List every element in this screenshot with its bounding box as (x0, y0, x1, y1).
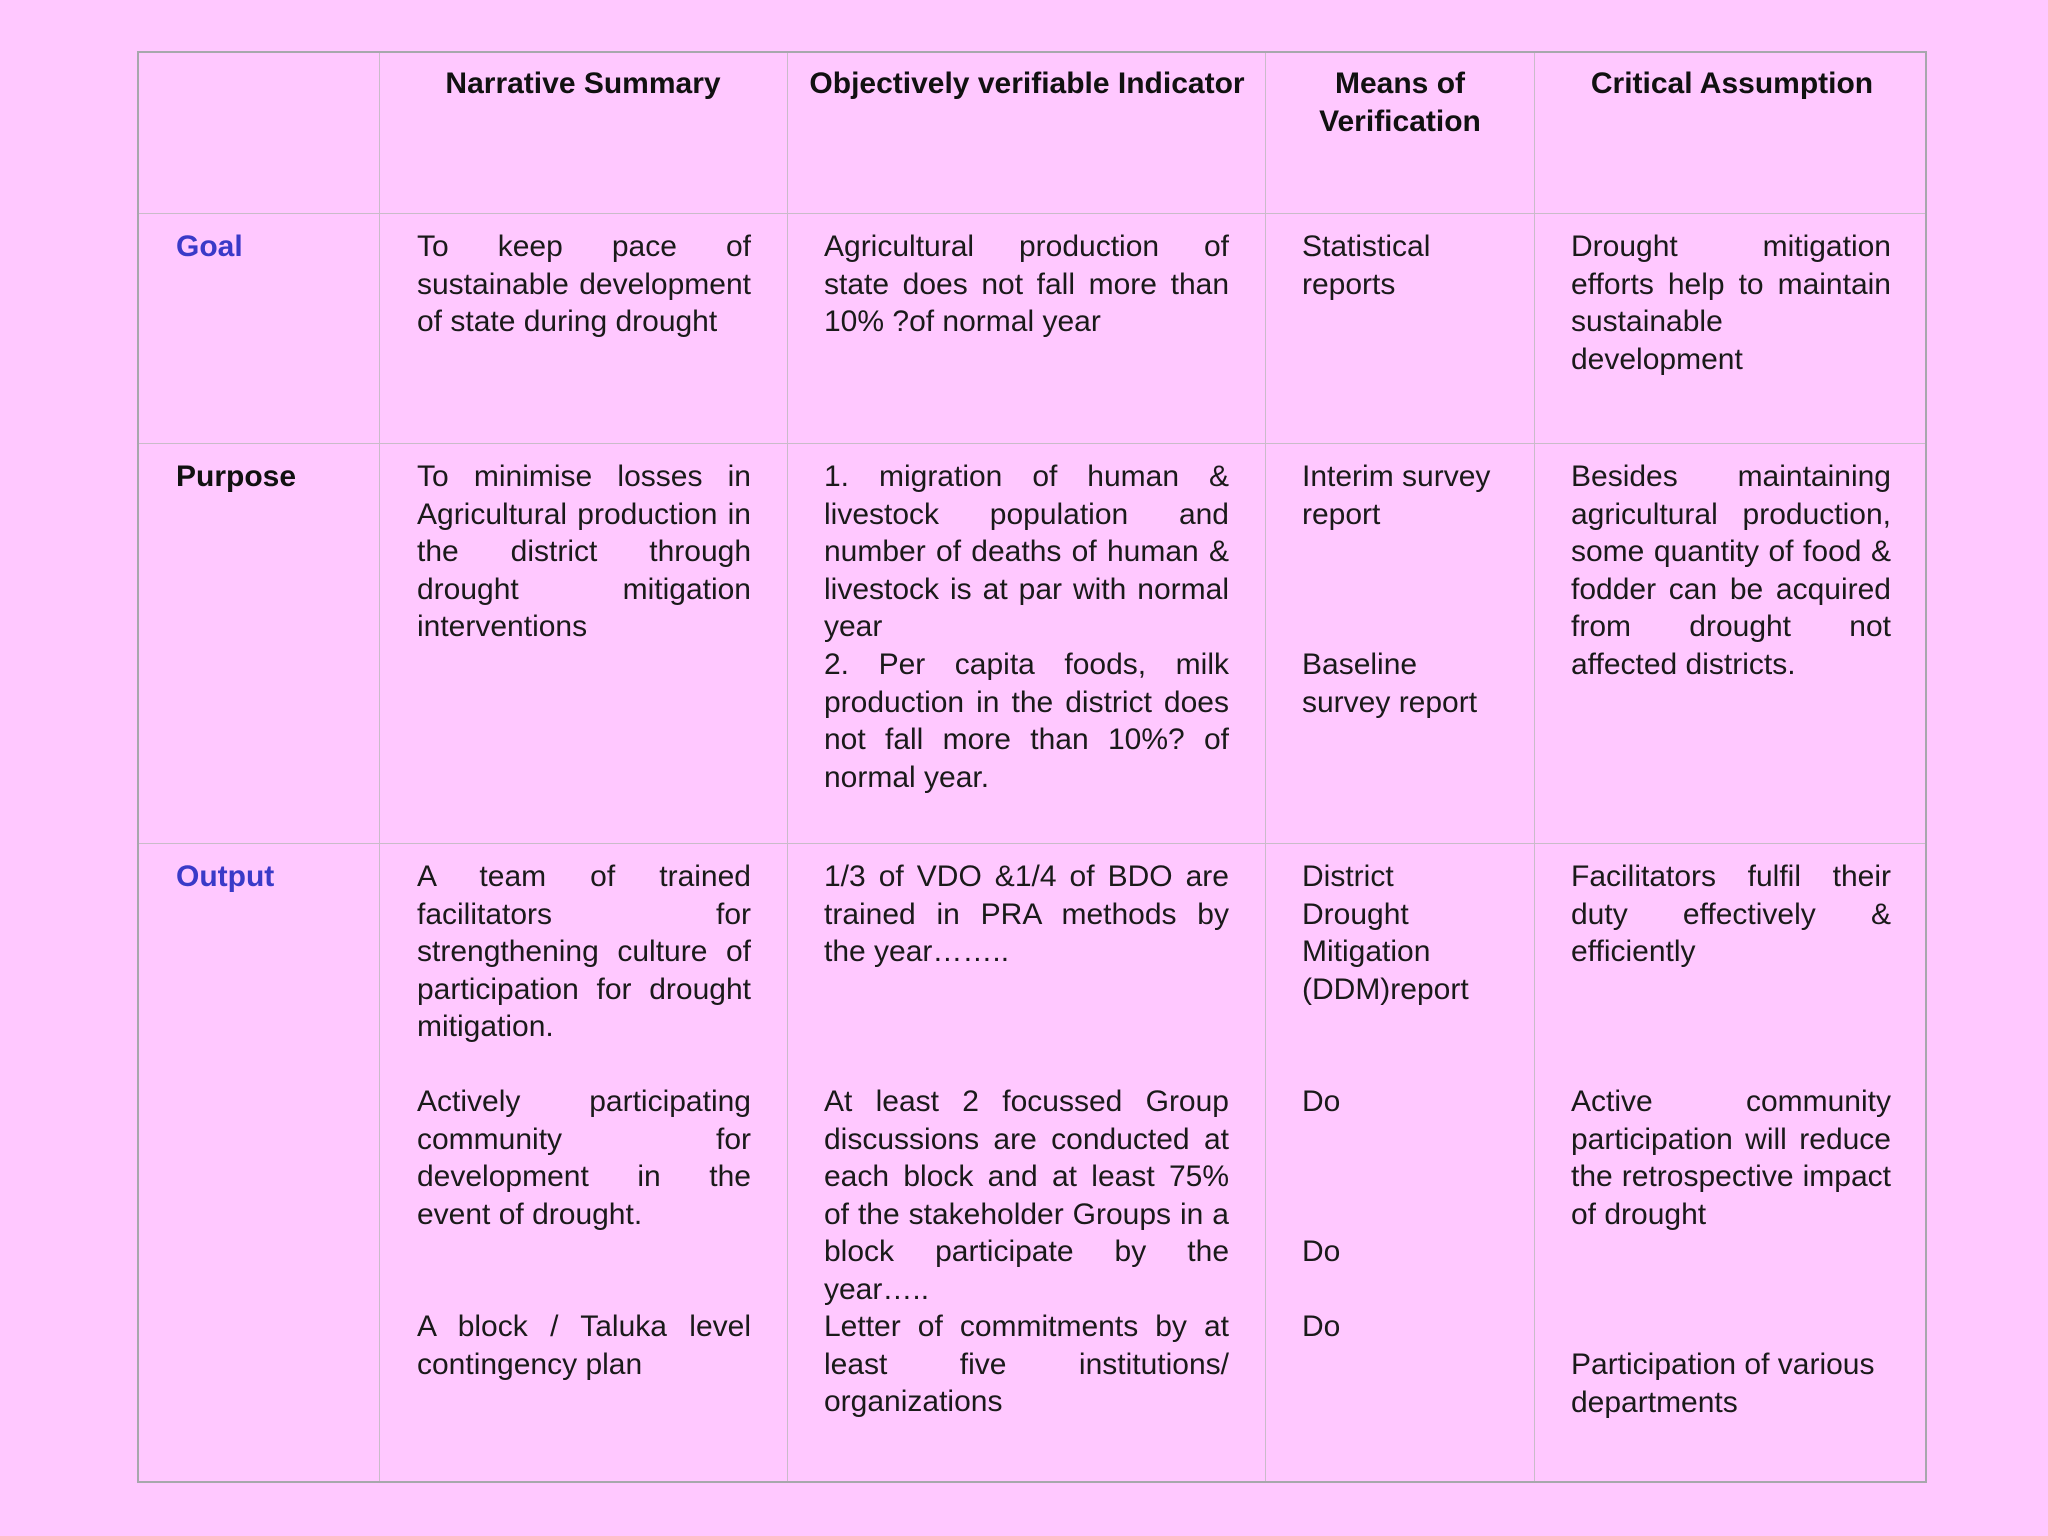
output-means-of-verification (1302, 858, 1502, 1458)
output-indicator-1: 1/3 of VDO &1/4 of BDO are trained in PRA methods by the year…….. (824, 860, 1229, 968)
logframe-table (137, 51, 1927, 1483)
output-assumption-2: Active community participation will reduce the retrospective impact of drought (1571, 1085, 1891, 1231)
row-divider (139, 443, 1925, 444)
output-indicator-2: At least 2 focussed Group discussions are conducted at each block and at least 75% of the stakeholder Groups in a block participate by the year….. (824, 1085, 1229, 1306)
output-means-3: Do (1302, 1235, 1341, 1268)
output-assumption-1: Facilitators fulfil their duty effectively & efficiently (1571, 860, 1891, 968)
row-label-purpose: Purpose (176, 460, 297, 493)
purpose-means-2: Baseline survey report (1302, 648, 1478, 719)
column-divider (1265, 53, 1266, 1481)
column-divider (787, 53, 788, 1481)
purpose-indicator (824, 458, 1229, 798)
output-means-1: District Drought Mitigation (DDM)report (1302, 860, 1469, 1006)
goal-critical-assumption: Drought mitigation efforts help to maintain sustainable development (1571, 230, 1891, 376)
output-narrative-2: Actively participating community for development in the event of drought. (417, 1085, 751, 1231)
output-narrative-summary (417, 858, 751, 1458)
row-divider (139, 213, 1925, 214)
header-means-of-verification: Means of Verification (1319, 67, 1481, 138)
purpose-means-of-verification (1302, 458, 1502, 718)
purpose-narrative-summary: To minimise losses in Agricultural production in the district through drought mitigation interventions (417, 460, 751, 643)
goal-means-of-verification: Statistical reports (1302, 230, 1431, 301)
row-label-goal: Goal (176, 230, 243, 263)
purpose-means-1: Interim survey report (1302, 460, 1491, 531)
header-objectively-verifiable-indicator: Objectively verifiable Indicator (809, 67, 1245, 100)
header-narrative-summary: Narrative Summary (445, 67, 721, 100)
goal-indicator: Agricultural production of state does not fall more than 10% ?of normal year (824, 230, 1229, 338)
purpose-critical-assumption: Besides maintaining agricultural production, some quantity of food & fodder can be acquired from drought not affected districts. (1571, 460, 1891, 681)
header-critical-assumption: Critical Assumption (1590, 67, 1874, 100)
output-indicator-3: Letter of commitments by at least five institutions/ organizations (824, 1310, 1229, 1418)
output-assumption-3: Participation of various departments (1571, 1348, 1875, 1419)
purpose-indicator-1: 1. migration of human & livestock population and number of deaths of human & livestock is at par with normal year (824, 460, 1229, 643)
goal-narrative-summary: To keep pace of sustainable development of state during drought (417, 230, 751, 338)
row-label-output: Output (176, 860, 275, 893)
column-divider (1534, 53, 1535, 1481)
row-divider (139, 843, 1925, 844)
purpose-indicator-2: 2. Per capita foods, milk production in the district does not fall more than 10%? of normal year. (824, 648, 1229, 794)
output-means-2: Do (1302, 1085, 1341, 1118)
output-means-4: Do (1302, 1310, 1341, 1343)
output-critical-assumption (1571, 858, 1891, 1458)
output-narrative-3: A block / Taluka level contingency plan (417, 1310, 751, 1381)
output-indicator (824, 858, 1229, 1458)
output-narrative-1: A team of trained facilitators for strengthening culture of participation for drought mitigation. (417, 860, 751, 1043)
column-divider (379, 53, 380, 1481)
